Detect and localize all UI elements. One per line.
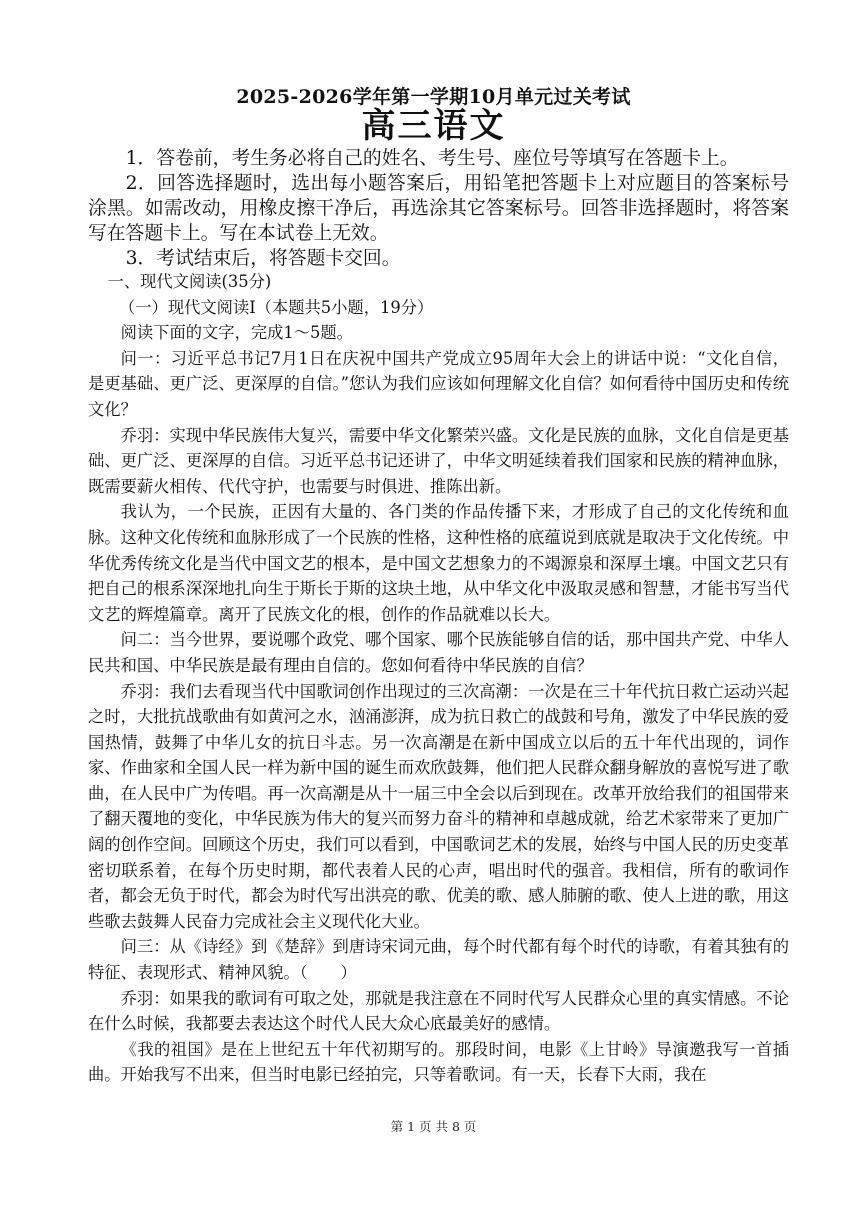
section-subheading: （一）现代文阅读Ⅰ（本题共5小题，19分） [118, 297, 434, 317]
note-item: 1．答卷前，考生务必将自己的姓名、考生号、座位号等填写在答题卡上。 [125, 148, 739, 169]
exam-title: 2025-2026学年第一学期10月单元过关考试 [236, 86, 631, 108]
passage-paragraph: 问一：习近平总书记7月1日在庆祝中国共产党成立95周年大会上的讲话中说：“文化自信，是更基础、更广泛、更深厚的自信。”您认为我们应该如何理解文化自信？如何看待中国历史和传统文化？ [88, 348, 789, 419]
note-item: 2．回答选择题时，选出每小题答案后，用铅笔把答题卡上对应题目的答案标号涂黑。如需改动，用橡皮擦干净后，再选涂其它答案标号。回答非选择题时，将答案写在答题卡上。写在本试卷上无效。 [88, 173, 789, 244]
subject-title: 高三语文 [361, 106, 506, 146]
note-item: 3．考试结束后，将答题卡交回。 [125, 248, 401, 269]
exam-notes [88, 146, 789, 271]
page-number: 第 1 页 共 8 页 [390, 1119, 477, 1134]
passage-paragraph: 乔羽：我们去看现当代中国歌词创作出现过的三次高潮：一次是在三十年代抗日救亡运动兴起之时，大批抗战歌曲有如黄河之水，汹涌澎湃，成为抗日救亡的战鼓和号角，激发了中华民族的爱国热情，鼓舞了中华儿女的抗日斗志。另一次高潮是在新中国成立以后的五十年代出现的，词作家、作曲家和全国人民一样为新中国的诞生而欢欣鼓舞，他们把人民群众翻身解放的喜悦写进了歌曲，在人民中广为传唱。再一次高潮是从十一届三中全会以后到现在。改革开放给我们的祖国带来了翻天覆地的变化，中华民族为伟大的复兴而努力奋斗的精神和卓越成就，给艺术家带来了更加广阔的创作空间。回顾这个历史，我们可以看到，中国歌词艺术的发展，始终与中国人民的历史变革密切联系着，在每个历史时期，都代表着人民的心声，唱出时代的强音。我相信，所有的歌词作者，都会无负于时代，都会为时代写出洪亮的歌、优美的歌、感人肺腑的歌、使人上进的歌，用这些歌去鼓舞人民奋力完成社会主义现代化大业。 [88, 681, 789, 931]
passage-paragraph: 问三：从《诗经》到《楚辞》到唐诗宋词元曲，每个时代都有每个时代的诗歌，有着其独有的特征、表现形式、精神风貌。（ ） [88, 937, 789, 983]
passage-paragraph: 乔羽：如果我的歌词有可取之处，那就是我注意在不同时代写人民群众心里的真实情感。不论在什么时候，我都要去表达这个时代人民大众心底最美好的感情。 [88, 988, 789, 1034]
passage-paragraph: 乔羽：实现中华民族伟大复兴，需要中华文化繁荣兴盛。文化是民族的血脉，文化自信是更基础、更广泛、更深厚的自信。习近平总书记还讲了，中华文明延续着我们国家和民族的精神血脉，既需要薪火相传、代代守护，也需要与时俱进、推陈出新。 [88, 425, 789, 496]
passage-paragraph: 我认为，一个民族，正因有大量的、各门类的作品传播下来，才形成了自己的文化传统和血脉。这种文化传统和血脉形成了一个民族的性格，这种性格的底蕴说到底就是取决于文化传统。中华优秀传统文化是当代中国文艺的根本，是中国文艺想象力的不竭源泉和深厚土壤。中国文艺只有把自己的根系深深地扎向生于斯长于斯的这块土地，从中华文化中汲取灵感和智慧，才能书写当代文艺的辉煌篇章。离开了民族文化的根，创作的作品就难以长大。 [88, 502, 789, 624]
passage-paragraph: 《我的祖国》是在上世纪五十年代初期写的。那段时间，电影《上甘岭》导演邀我写一首插曲。开始我写不出来，但当时电影已经拍完，只等着歌词。有一天，长春下大雨，我在 [88, 1039, 789, 1085]
section-instruction: 阅读下面的文字，完成1～5题。 [120, 323, 353, 343]
reading-section [88, 269, 789, 1088]
passage-paragraph: 问二：当今世界，要说哪个政党、哪个国家、哪个民族能够自信的话，那中国共产党、中华人民共和国、中华民族是最有理由自信的。您如何看待中华民族的自信？ [88, 630, 789, 675]
section-heading: 一、现代文阅读(35分) [107, 272, 272, 291]
